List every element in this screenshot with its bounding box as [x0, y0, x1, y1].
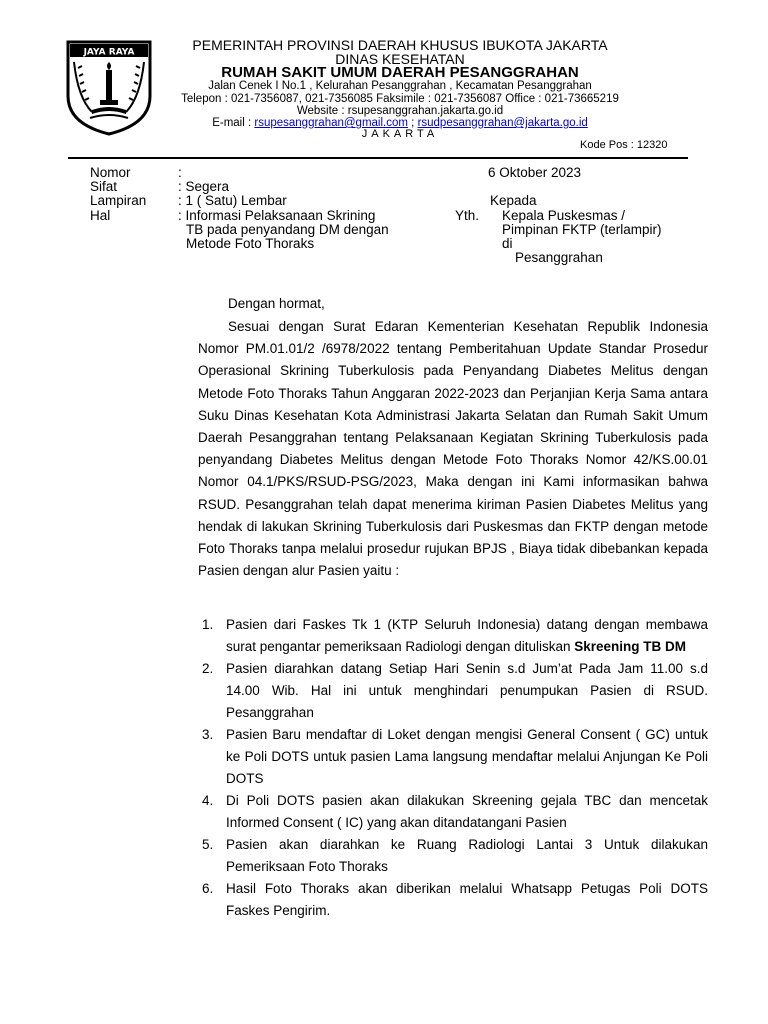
- list-number: 4.: [202, 793, 214, 808]
- list-text: Pasien akan diarahkan ke Ruang Radiologi Lantai 3 Untuk dilakukan Pemeriksaan Foto Thoraks: [226, 837, 708, 874]
- kepada-label: Kepada: [490, 193, 537, 208]
- list-number: 2.: [202, 661, 214, 676]
- address-line: Jalan Cenek I No.1 , Kelurahan Pesanggrahan , Kecamatan Pesanggrahan: [208, 80, 592, 92]
- list-number: 1.: [202, 617, 214, 632]
- list-text: Di Poli DOTS pasien akan dilakukan Skreening gejala TBC dan mencetak Informed Consent ( IC) yang akan ditandatangani Pasien: [226, 793, 708, 830]
- procedure-list: [198, 614, 708, 922]
- list-number: 3.: [202, 727, 214, 742]
- recipient-place: Pesanggrahan: [515, 250, 603, 265]
- dept-heading: DINAS KESEHATAN: [335, 51, 465, 67]
- jaya-raya-emblem-icon: [64, 38, 154, 136]
- list-text: Hasil Foto Thoraks akan diberikan melalui Whatsapp Petugas Poli DOTS Faskes Pengirim.: [226, 881, 708, 918]
- nomor-label: Nomor: [90, 165, 131, 180]
- email-link-jakarta[interactable]: rsudpesanggrahan@jakarta.go.id: [417, 117, 588, 129]
- main-paragraph: Sesuai dengan Surat Edaran Kementerian Kesehatan Republik Indonesia Nomor PM.01.01/2 /6978/2022 tentang Pemberitahuan Update Standar Prosedur Operasional Skrining Tuberkulosis pada Penyandang Diabetes Melitus dengan Metode Foto Thoraks Tahun Anggaran 2022-2023 dan Perjanjian Kerja Sama antara Suku Dinas Kesehatan Kota Administrasi Jakarta Selatan dan Rumah Sakit Umum Daerah Pesanggrahan tentang Pelaksanaan Kegiatan Skrining Tuberkulosis pada penyandang Diabetes Melitus dengan Metode Foto Thoraks Nomor 42/KS.00.01 Nomor 04.1/PKS/RSUD-PSG/2023, Maka dengan ini Kami informasikan bahwa RSUD. Pesanggrahan telah dapat menerima kiriman Pasien Diabetes Melitus yang hendak di lakukan Skrining Tuberkulosis dari Puskesmas dan FKTP dengan metode Foto Thoraks tanpa melalui prosedur rujukan BPJS , Biaya tidak dibebankan kepada Pasien dengan alur Pasien yaitu :: [198, 319, 708, 579]
- lampiran-label: Lampiran: [90, 193, 147, 208]
- list-item: [198, 834, 708, 878]
- hal-line-3: Metode Foto Thoraks: [186, 236, 315, 251]
- list-number: 6.: [202, 881, 214, 896]
- nomor-value: :: [178, 165, 182, 180]
- di-label: di: [502, 236, 513, 251]
- list-text: Pasien Baru mendaftar di Loket dengan mengisi General Consent ( GC) untuk ke Poli DOTS untuk pasien Lama langsung mendaftar melalui Anjungan Ke Poli DOTS: [226, 727, 708, 786]
- list-text: Pasien diarahkan datang Setiap Hari Senin s.d Jum’at Pada Jam 11.00 s.d 14.00 Wib. Hal ini untuk menghindari penumpukan Pasien di RSUD. Pesanggrahan: [226, 661, 708, 720]
- phone-line: Telepon : 021-7356087, 021-7356085 Faksimile : 021-7356087 Office : 021-73665219: [181, 93, 619, 105]
- govt-heading: PEMERINTAH PROVINSI DAERAH KHUSUS IBUKOTA JAKARTA: [192, 37, 608, 53]
- letterhead-divider: [68, 157, 688, 159]
- jaya-raya-logo: [64, 38, 154, 136]
- lampiran-value: : 1 ( Satu) Lembar: [178, 193, 287, 208]
- letter-date: 6 Oktober 2023: [488, 165, 582, 180]
- sifat-label: Sifat: [90, 179, 118, 194]
- hal-line-1: : Informasi Pelaksanaan Skrining: [178, 208, 376, 223]
- list-item: [198, 724, 708, 790]
- greeting: Dengan hormat,: [228, 296, 325, 311]
- logo-text: JAYA RAYA: [83, 47, 135, 58]
- website-line: Website : rsupesanggrahan.jakarta.go.id: [296, 105, 504, 117]
- list-item: [198, 878, 708, 922]
- hospital-heading: RUMAH SAKIT UMUM DAERAH PESANGGRAHAN: [221, 64, 579, 81]
- recipient-line-1: Kepala Puskesmas /: [502, 208, 626, 223]
- list-item: [198, 614, 708, 658]
- hal-label: Hal: [90, 208, 111, 223]
- city-line: JAKARTA: [361, 128, 439, 140]
- list-item: [198, 790, 708, 834]
- email-link-gmail[interactable]: rsupesanggrahan@gmail.com: [254, 117, 408, 129]
- list-bold-text: Skreening TB DM: [574, 639, 686, 654]
- recipient-line-2: Pimpinan FKTP (terlampir): [502, 222, 662, 237]
- email-label: E-mail :: [212, 117, 255, 129]
- sifat-value: : Segera: [178, 179, 230, 194]
- hal-line-2: TB pada penyandang DM dengan: [186, 222, 389, 237]
- postal-code: Kode Pos : 12320: [580, 139, 668, 151]
- list-text: Pasien dari Faskes Tk 1 (KTP Seluruh Indonesia) datang dengan membawa surat pengantar pemeriksaan Radiologi dengan dituliskan: [226, 617, 708, 654]
- list-item: [198, 658, 708, 724]
- yth-label: Yth.: [455, 208, 480, 223]
- list-number: 5.: [202, 837, 214, 852]
- email-separator: ;: [407, 117, 418, 129]
